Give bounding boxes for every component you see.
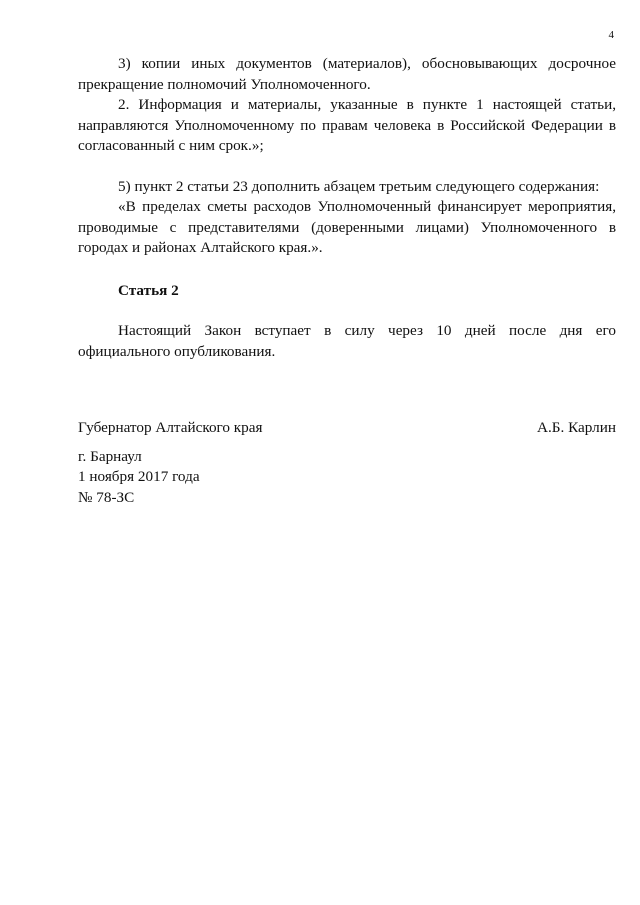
- paragraph-item-5-amendment: 5) пункт 2 статьи 23 дополнить абзацем третьим следующего содержания:: [118, 177, 600, 195]
- page-number: 4: [608, 29, 614, 41]
- signatory-name: А.Б. Карлин: [537, 419, 616, 436]
- paragraph-item-3-copies: 3) копии иных документов (материалов), обосновывающих досрочное прекращение полномочий Уполномоченного.: [78, 55, 616, 93]
- signatory-position: Губернатор Алтайского края: [78, 419, 263, 436]
- signature-block: [78, 418, 616, 439]
- footer-law-number: № 78-ЗС: [78, 488, 135, 506]
- article-2-heading: Статья 2: [118, 281, 179, 299]
- paragraph-quoted-text: «В пределах сметы расходов Уполномоченный финансирует мероприятия, проводимые с представителями (доверенными лицами) Уполномоченного в городах и районах Алтайского края.».: [78, 198, 616, 256]
- document-body: [78, 54, 616, 508]
- spacer: [78, 439, 616, 447]
- article-2-text: Настоящий Закон вступает в силу через 10 дней после дня его официального опубликования.: [78, 322, 616, 360]
- footer-city: г. Барнаул: [78, 447, 142, 465]
- spacer: [78, 259, 616, 281]
- spacer: [78, 157, 616, 177]
- spacer: [78, 362, 616, 418]
- footer-date: 1 ноября 2017 года: [78, 468, 200, 485]
- document-footer: [78, 447, 616, 509]
- spacer: [78, 301, 616, 321]
- paragraph-point-2-information: 2. Информация и материалы, указанные в пункте 1 настоящей статьи, направляются Уполномоченному по правам человека в Российской Федерации в согласованный с ним срок.»;: [78, 96, 616, 154]
